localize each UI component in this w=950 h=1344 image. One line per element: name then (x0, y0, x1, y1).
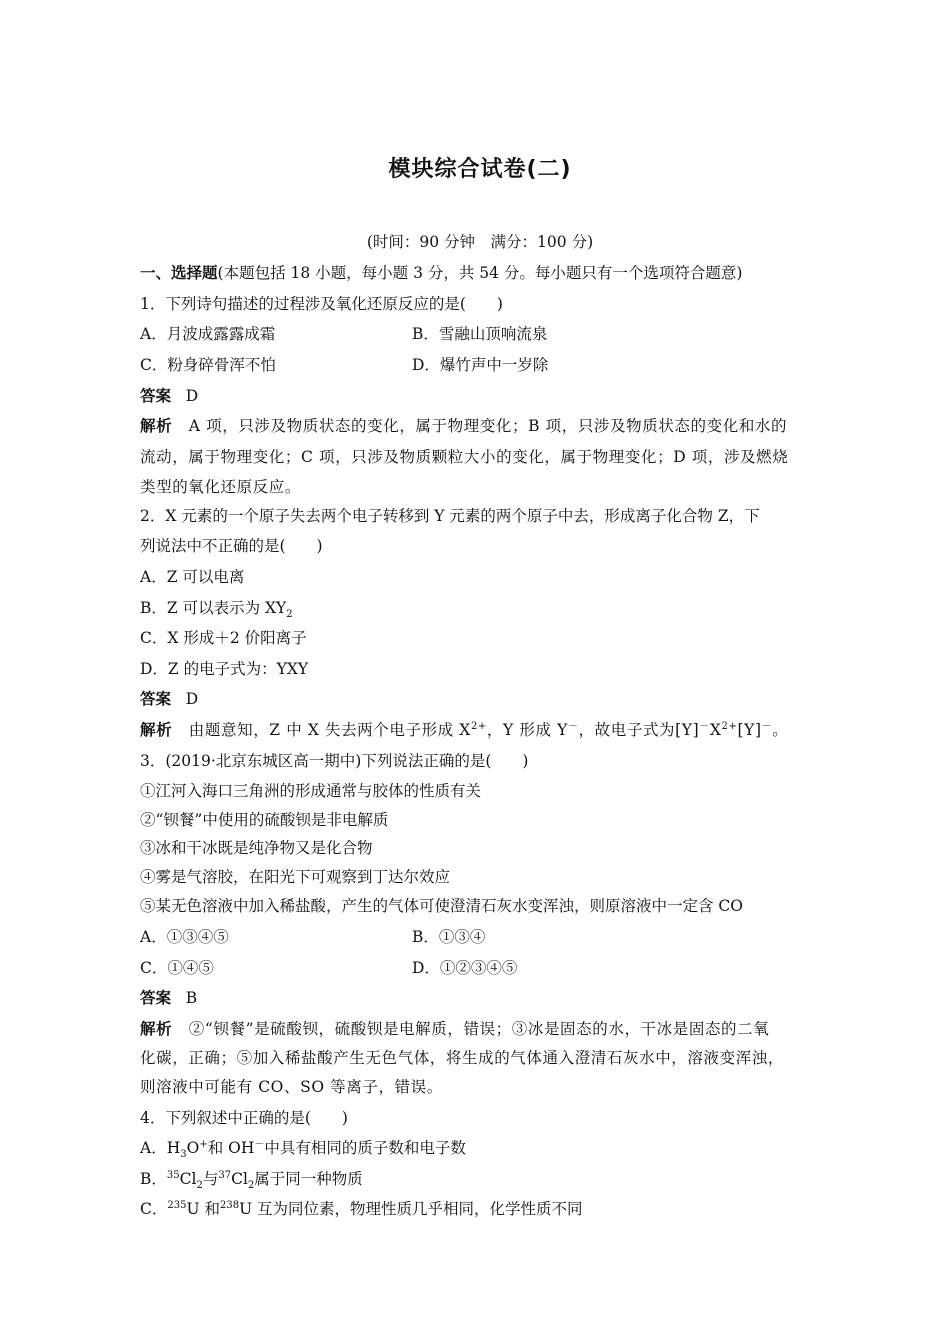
q1-analysis-line2: 流动，属于物理变化；C 项，只涉及物质颗粒大小的变化，属于物理变化；D 项，涉及燃烧 (140, 448, 789, 466)
analysis-label: 解析 (140, 416, 173, 435)
q2-analysis-text: 。 (772, 721, 789, 739)
superscript: 238 (219, 1199, 240, 1211)
q3-statement-3: ③冰和干冰既是纯净物又是化合物 (140, 839, 373, 857)
superscript: 2+ (470, 720, 487, 732)
q4-option-a (140, 1137, 466, 1159)
q3-analysis-line3: 则溶液中可能有 CO、SO 等离子，错误。 (140, 1078, 443, 1096)
q1-option-b: B．雪融山顶响流泉 (412, 325, 548, 343)
q4-option-a-text: 中具有相同的质子数和电子数 (264, 1139, 466, 1157)
q4-option-a-text: A．H (140, 1139, 181, 1157)
subscript: 2 (247, 1180, 255, 1192)
q2-option-b-text: B．Z 可以表示为 XY (140, 599, 287, 617)
superscript: － (567, 720, 579, 732)
q1-stem: 1．下列诗句描述的过程涉及氧化还原反应的是( ) (140, 295, 503, 313)
q2-analysis-text: ，故电子式为[Y] (578, 721, 700, 739)
superscript: + (199, 1138, 208, 1150)
q1-option-d: D．爆竹声中一岁除 (412, 356, 549, 374)
q2-analysis-text: X (709, 721, 722, 739)
analysis-label: 解析 (140, 720, 173, 739)
exam-meta: (时间：90 分钟 满分：100 分) (366, 233, 594, 251)
q3-option-d: D．①②③④⑤ (412, 959, 518, 977)
q1-option-c: C．粉身碎骨浑不怕 (140, 356, 276, 374)
q1-answer-value: D (185, 387, 199, 405)
q2-option-b (140, 597, 293, 619)
page-title: 模块综合试卷(二) (388, 157, 572, 182)
q2-option-a: A．Z 可以电离 (140, 568, 245, 586)
q4-option-c (140, 1198, 583, 1220)
q4-option-b-text: Cl (231, 1170, 248, 1188)
superscript: 35 (166, 1169, 180, 1181)
q2-analysis-text: ，Y 形成 Y (486, 721, 568, 739)
q3-statement-1: ①江河入海口三角洲的形成通常与胶体的性质有关 (140, 782, 482, 800)
superscript: 2+ (721, 720, 738, 732)
q4-option-c-text: U 和 (186, 1200, 220, 1218)
section-desc: (本题包括 18 小题，每小题 3 分，共 54 分。每小题只有一个选项符合题意) (217, 264, 743, 282)
q1-analysis-line1 (140, 415, 787, 437)
subscript: 2 (286, 609, 293, 621)
superscript: 37 (218, 1169, 232, 1181)
subscript: 2 (196, 1180, 203, 1192)
q4-option-b-text: Cl (179, 1170, 197, 1188)
superscript: 235 (167, 1199, 187, 1211)
q4-option-b-text: B． (140, 1170, 167, 1188)
superscript: － (761, 720, 773, 732)
q4-option-c-text: C． (140, 1200, 168, 1218)
q1-analysis-line3: 类型的氧化还原反应。 (140, 478, 302, 496)
answer-label: 答案 (140, 386, 172, 405)
q3-answer-value: B (185, 989, 198, 1007)
q3-analysis-text1: ②“钡餐”是硫酸钡，硫酸钡是电解质，错误；③冰是固态的水，干冰是固态的二氧 (188, 1020, 770, 1038)
answer-label: 答案 (140, 689, 172, 708)
q2-analysis-text: [Y] (737, 721, 762, 739)
q3-statement-5: ⑤某无色溶液中加入稀盐酸，产生的气体可使澄清石灰水变浑浊，则原溶液中一定含 CO (140, 897, 743, 915)
q2-option-d: D．Z 的电子式为：YXY (140, 660, 309, 678)
q3-stem: 3．(2019·北京东城区高一期中)下列说法正确的是( ) (140, 752, 529, 770)
q1-answer (140, 385, 198, 407)
q4-option-c-text: U 互为同位素，物理性质几乎相同，化学性质不同 (239, 1200, 583, 1218)
q2-answer-value: D (185, 690, 199, 708)
section-label: 一、选择题 (140, 263, 218, 282)
q2-stem-line2: 列说法中不正确的是( ) (140, 537, 323, 555)
q4-option-b-text: 属于同一种物质 (254, 1170, 363, 1188)
analysis-label: 解析 (140, 1019, 173, 1038)
q1-option-a: A．月波成露露成霜 (140, 325, 276, 343)
q2-analysis (140, 719, 788, 741)
q2-analysis-text: 由题意知，Z 中 X 失去两个电子形成 X (188, 721, 471, 739)
section-header (140, 262, 742, 284)
q3-option-a: A．①③④⑤ (140, 928, 229, 946)
q3-answer (140, 987, 197, 1009)
q4-stem: 4．下列叙述中正确的是( ) (140, 1109, 348, 1127)
q2-option-c: C．X 形成＋2 价阳离子 (140, 629, 307, 647)
answer-label: 答案 (140, 988, 172, 1007)
q4-option-b (140, 1168, 363, 1190)
q3-statement-4: ④雾是气溶胶，在阳光下可观察到丁达尔效应 (140, 868, 451, 886)
q4-option-a-text: O (186, 1139, 200, 1157)
q1-analysis-text1: A 项，只涉及物质状态的变化，属于物理变化；B 项，只涉及物质状态的变化和水的 (188, 417, 788, 435)
q3-analysis-line2: 化碳，正确；⑤加入稀盐酸产生无色气体，将生成的气体通入澄清石灰水中，溶液变浑浊， (140, 1049, 785, 1067)
q2-answer (140, 688, 198, 710)
q4-option-b-text: 与 (202, 1170, 219, 1188)
subscript: 3 (180, 1149, 187, 1161)
q3-analysis-line1 (140, 1018, 769, 1040)
superscript: － (699, 720, 710, 732)
q2-stem-line1: 2．X 元素的一个原子失去两个电子转移到 Y 元素的两个原子中去，形成离子化合物 Z，下 (140, 507, 760, 525)
q3-option-b: B．①③④ (412, 928, 486, 946)
q3-statement-2: ②“钡餐”中使用的硫酸钡是非电解质 (140, 811, 389, 829)
q3-option-c: C．①④⑤ (140, 959, 214, 977)
q4-option-a-text: 和 OH (207, 1139, 255, 1157)
superscript: － (254, 1138, 265, 1150)
